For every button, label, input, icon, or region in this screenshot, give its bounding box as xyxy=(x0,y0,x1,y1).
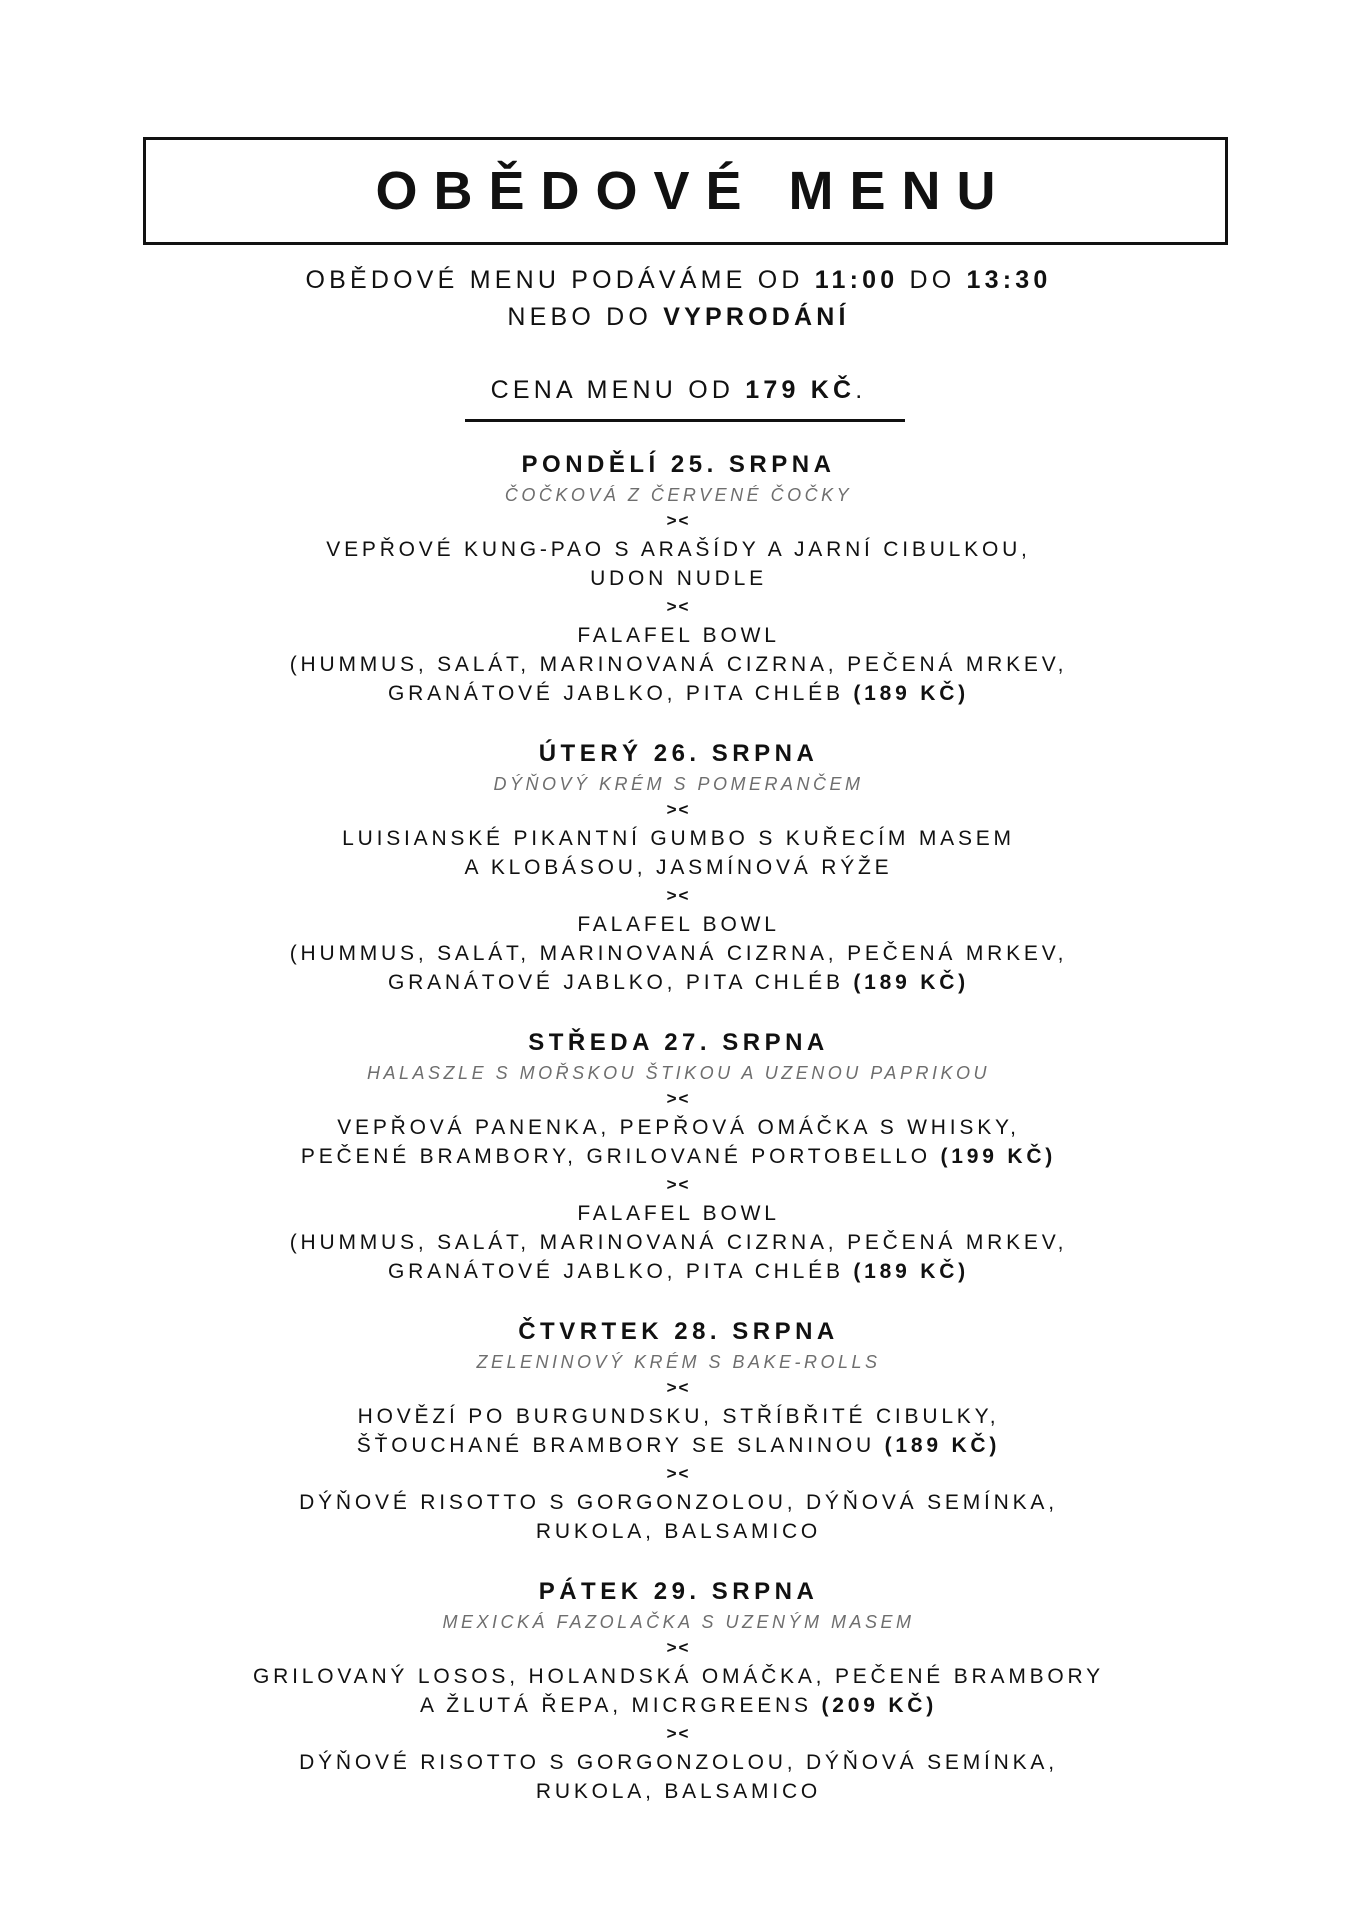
separator-mark: >< xyxy=(666,1175,691,1194)
main-dish-1 xyxy=(0,535,1357,593)
dish-price: (209 KČ) xyxy=(821,1694,938,1717)
soup-item: ČOČKOVÁ Z ČERVENÉ ČOČKY xyxy=(504,485,853,505)
dish-text: GRANÁTOVÉ JABLKO, PITA CHLÉB xyxy=(388,682,854,705)
sold-out-text: NEBO DO xyxy=(507,303,664,331)
separator-mark: >< xyxy=(666,597,691,616)
day-heading: PONDĚLÍ 25. SRPNA xyxy=(521,451,836,478)
dish-line: DÝŇOVÉ RISOTTO S GORGONZOLOU, DÝŇOVÁ SEMÍNKA, xyxy=(299,1491,1058,1514)
separator-mark: >< xyxy=(666,886,691,905)
title-frame xyxy=(143,137,1228,245)
time-from: 11:00 xyxy=(814,266,899,294)
dish-line xyxy=(0,968,1357,997)
dish-line: HOVĚZÍ PO BURGUNDSKU, STŘÍBŘITÉ CIBULKY, xyxy=(357,1405,1000,1428)
dish-line xyxy=(0,1431,1357,1460)
page-title: OBĚDOVÉ MENU xyxy=(375,161,1012,221)
separator-mark: >< xyxy=(666,1378,691,1397)
soup-item: DÝŇOVÝ KRÉM S POMERANČEM xyxy=(493,774,864,794)
serving-hours-text: OBĚDOVÉ MENU PODÁVÁME OD xyxy=(305,266,815,294)
dish-line: VEPŘOVÉ KUNG-PAO S ARAŠÍDY A JARNÍ CIBULKOU, xyxy=(326,538,1031,561)
day-section-thursday xyxy=(0,1314,1357,1546)
divider-line xyxy=(465,419,905,422)
separator-mark: >< xyxy=(666,511,691,530)
dish-line: VEPŘOVÁ PANENKA, PEPŘOVÁ OMÁČKA S WHISKY, xyxy=(337,1116,1020,1139)
day-heading: ČTVRTEK 28. SRPNA xyxy=(518,1318,839,1345)
dish-text: GRANÁTOVÉ JABLKO, PITA CHLÉB xyxy=(388,971,854,994)
dish-line: DÝŇOVÉ RISOTTO S GORGONZOLOU, DÝŇOVÁ SEMÍNKA, xyxy=(299,1751,1058,1774)
dish-line: GRILOVANÝ LOSOS, HOLANDSKÁ OMÁČKA, PEČENÉ BRAMBORY xyxy=(253,1665,1104,1688)
separator-mark: >< xyxy=(666,1638,691,1657)
dish-line: (HUMMUS, SALÁT, MARINOVANÁ CIZRNA, PEČENÁ MRKEV, xyxy=(289,1231,1068,1254)
dish-price: (189 KČ) xyxy=(853,971,969,994)
separator-mark: >< xyxy=(666,1724,691,1743)
menu-price-text: CENA MENU OD xyxy=(490,376,746,404)
dish-text: PEČENÉ BRAMBORY, GRILOVANÉ PORTOBELLO xyxy=(300,1145,941,1168)
dish-text: ŠŤOUCHANÉ BRAMBORY SE SLANINOU xyxy=(356,1434,885,1457)
menu-price-value: 179 KČ xyxy=(745,376,856,404)
dish-line: FALAFEL BOWL xyxy=(577,624,780,647)
main-dish-1 xyxy=(0,824,1357,882)
main-dish-1 xyxy=(0,1402,1357,1460)
dish-price: (189 KČ) xyxy=(853,1260,969,1283)
serving-hours-mid: DO xyxy=(898,266,967,294)
main-dish-1 xyxy=(0,1113,1357,1171)
serving-hours-line xyxy=(0,262,1357,299)
day-heading: PÁTEK 29. SRPNA xyxy=(538,1578,819,1605)
separator-mark: >< xyxy=(666,1089,691,1108)
main-dish-2 xyxy=(0,621,1357,708)
dish-line: RUKOLA, BALSAMICO xyxy=(535,1780,822,1803)
dish-line xyxy=(0,679,1357,708)
sold-out-line xyxy=(0,299,1357,336)
day-heading: ÚTERÝ 26. SRPNA xyxy=(538,740,819,767)
menu-price-suffix: . xyxy=(855,376,867,404)
dish-line xyxy=(0,1257,1357,1286)
main-dish-2 xyxy=(0,910,1357,997)
main-dish-2 xyxy=(0,1748,1357,1806)
main-dish-2 xyxy=(0,1199,1357,1286)
dish-text: GRANÁTOVÉ JABLKO, PITA CHLÉB xyxy=(388,1260,854,1283)
dish-line: (HUMMUS, SALÁT, MARINOVANÁ CIZRNA, PEČENÁ MRKEV, xyxy=(289,653,1068,676)
dish-line: LUISIANSKÉ PIKANTNÍ GUMBO S KUŘECÍM MASEM xyxy=(342,827,1015,850)
dish-price: (189 KČ) xyxy=(853,682,969,705)
dish-price: (189 KČ) xyxy=(884,1434,1001,1457)
dish-line: FALAFEL BOWL xyxy=(577,913,780,936)
dish-line: RUKOLA, BALSAMICO xyxy=(535,1520,822,1543)
dish-line: (HUMMUS, SALÁT, MARINOVANÁ CIZRNA, PEČENÁ MRKEV, xyxy=(289,942,1068,965)
separator-mark: >< xyxy=(666,1464,691,1483)
soup-item: HALASZLE S MOŘSKOU ŠTIKOU A UZENOU PAPRIKOU xyxy=(367,1063,990,1083)
main-dish-1 xyxy=(0,1662,1357,1720)
days-list xyxy=(0,447,1357,1834)
day-section-tuesday xyxy=(0,736,1357,997)
soup-item: MEXICKÁ FAZOLAČKA S UZENÝM MASEM xyxy=(442,1612,915,1632)
soup-item: ZELENINOVÝ KRÉM S BAKE-ROLLS xyxy=(476,1352,881,1372)
main-dish-2 xyxy=(0,1488,1357,1546)
day-section-wednesday xyxy=(0,1025,1357,1286)
day-heading: STŘEDA 27. SRPNA xyxy=(528,1029,829,1056)
dish-line xyxy=(0,1142,1357,1171)
sold-out-bold: VYPRODÁNÍ xyxy=(663,303,850,331)
day-section-friday xyxy=(0,1574,1357,1806)
time-to: 13:30 xyxy=(966,266,1052,294)
dish-text: A ŽLUTÁ ŘEPA, MICRGREENS xyxy=(419,1694,822,1717)
menu-price-line xyxy=(0,372,1357,409)
dish-line: FALAFEL BOWL xyxy=(577,1202,780,1225)
dish-line xyxy=(0,1691,1357,1720)
day-section-monday xyxy=(0,447,1357,708)
dish-line: A KLOBÁSOU, JASMÍNOVÁ RÝŽE xyxy=(464,856,893,879)
dish-line: UDON NUDLE xyxy=(590,567,767,590)
separator-mark: >< xyxy=(666,800,691,819)
dish-price: (199 KČ) xyxy=(940,1145,1057,1168)
